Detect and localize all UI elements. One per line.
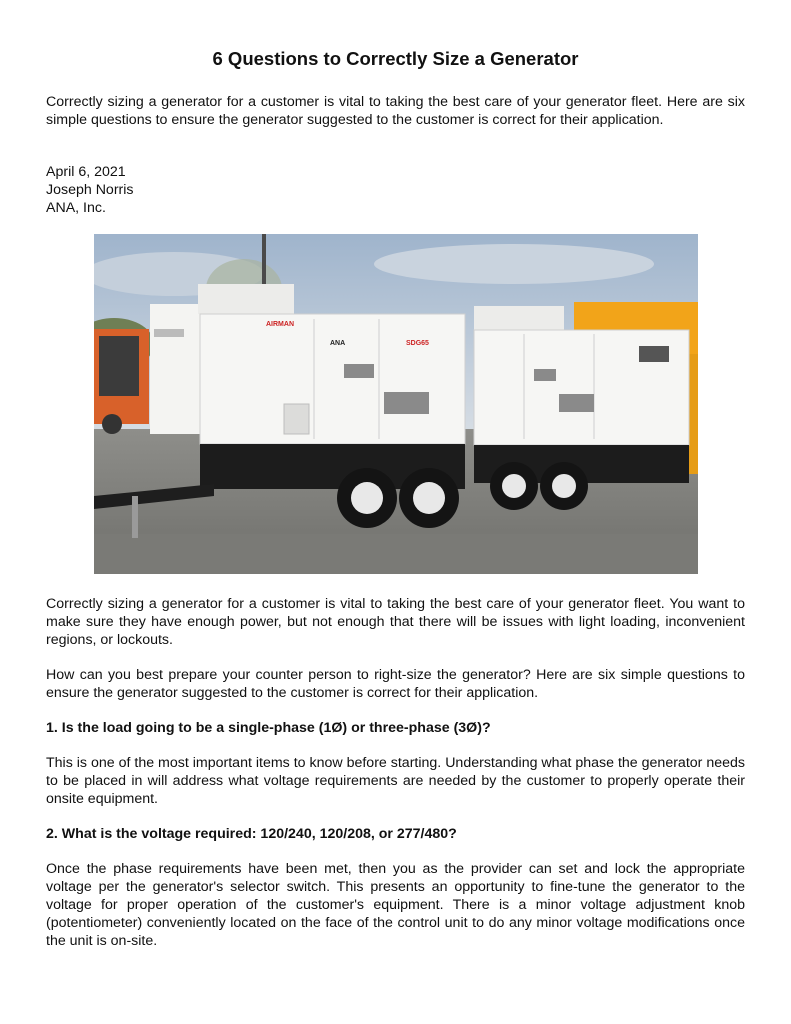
photo-logo-label: ANA xyxy=(330,340,346,347)
photo-brand-label: AIRMAN xyxy=(266,321,294,328)
question-2-heading: 2. What is the voltage required: 120/240, 120/208, or 277/480? xyxy=(46,826,457,842)
publish-date: April 6, 2021 xyxy=(46,164,126,180)
question-1-heading: 1. Is the load going to be a single-phase (1Ø) or three-phase (3Ø)? xyxy=(46,720,491,736)
body-paragraph-1: Correctly sizing a generator for a customer is vital to taking the best care of your generator fleet. You want to make sure they have enough power, but not enough that there will be issues with light loading, inconvenient regions, or lockouts. xyxy=(46,596,745,648)
photo-model-label: SDG65 xyxy=(406,340,429,347)
generator-photo xyxy=(94,234,698,574)
author-name: Joseph Norris xyxy=(46,182,134,198)
body-paragraph-2: How can you best prepare your counter person to right-size the generator? Here are six simple questions to ensure the generator suggested to the customer is correct for their application. xyxy=(46,667,745,701)
byline xyxy=(46,163,134,217)
intro-paragraph: Correctly sizing a generator for a customer is vital to taking the best care of your generator fleet. Here are six simple questions to ensure the generator suggested to the customer is correct for their application. xyxy=(46,94,745,128)
page-title: 6 Questions to Correctly Size a Generator xyxy=(212,48,579,69)
generator-photo-illustration xyxy=(94,234,698,574)
question-2-text: Once the phase requirements have been met, then you as the provider can set and lock the appropriate voltage per the generator's selector switch. This presents an opportunity to fine-tune the generator to the voltage for proper operation of the customer's equipment. There is a minor voltage adjustment knob (potentiometer) conveniently located on the face of the control unit to do any minor voltage modifications once the unit is on-site. xyxy=(46,861,745,949)
question-1-text: This is one of the most important items to know before starting. Understanding what phase the generator needs to be placed in will address what voltage requirements are needed by the customer to properly operate their onsite equipment. xyxy=(46,755,745,807)
company-name: ANA, Inc. xyxy=(46,200,106,216)
